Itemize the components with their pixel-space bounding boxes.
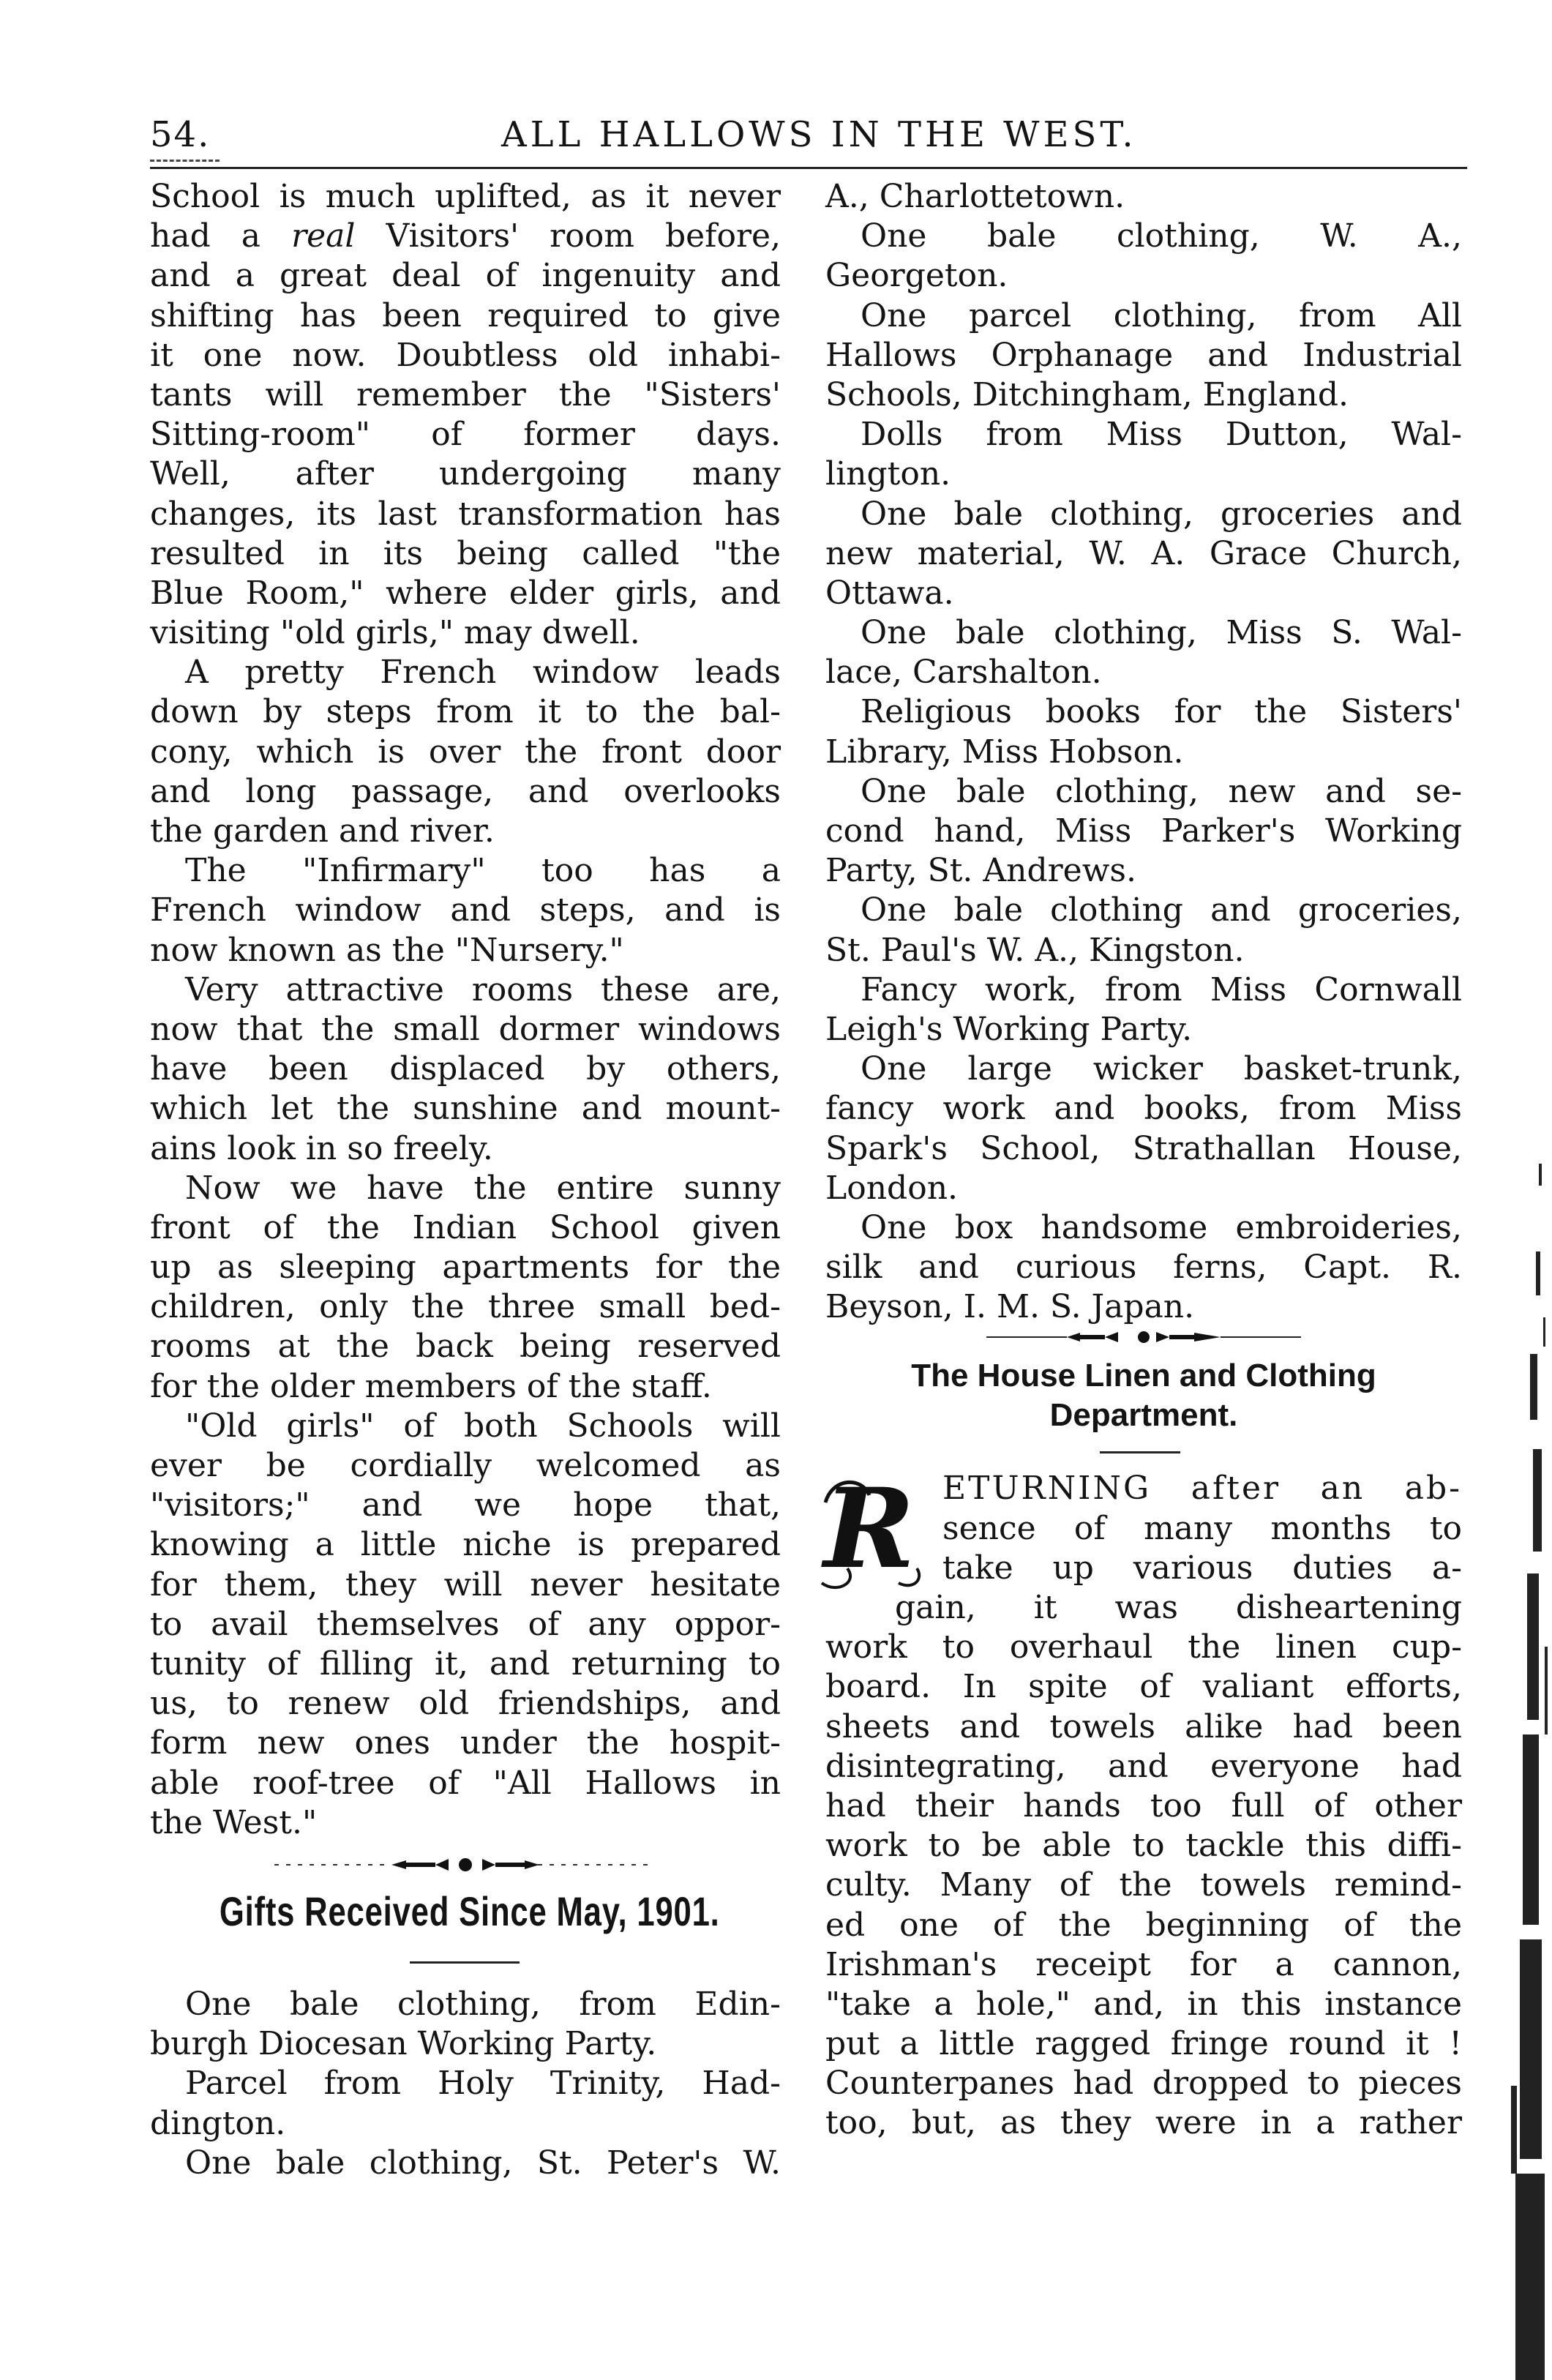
- text-line: put a little ragged fringe round it !: [825, 2025, 1462, 2063]
- gift-entry: [825, 1208, 1462, 1328]
- text-line: Very attractive rooms these are,: [185, 970, 781, 1008]
- header-rule: [150, 167, 1467, 169]
- text-line: Georgeton.: [825, 257, 1008, 295]
- running-title: ALL HALLOWS IN THE WEST.: [501, 114, 1137, 155]
- text-line: and a great deal of ingenuity and: [150, 257, 781, 295]
- gifts-heading: Gifts Received Since May, 1901.: [219, 1888, 720, 1935]
- right-column: [825, 177, 1462, 2144]
- linen-paragraph: [825, 1469, 1462, 2143]
- text-line: A., Charlottetown.: [825, 178, 1125, 215]
- drop-cap-letter: R: [823, 1473, 915, 1591]
- text-fragment: Visitors' room before,: [355, 217, 781, 255]
- gift-entry: [825, 495, 1462, 614]
- ornament-rule-icon: [150, 1843, 781, 1882]
- short-rule: [825, 1435, 1462, 1469]
- paragraph: [150, 851, 781, 970]
- gift-entry: [825, 970, 1462, 1049]
- text-line: The "Infirmary" too has a: [185, 852, 781, 890]
- gift-entry: [825, 772, 1462, 891]
- text-line: sence of many months to: [942, 1509, 1462, 1547]
- text-line: front of the Indian School given: [150, 1208, 781, 1246]
- text-line: knowing a little niche is prepared: [150, 1526, 781, 1564]
- text-line: French window and steps, and is: [150, 891, 781, 929]
- text-line: changes, its last transformation has: [150, 495, 781, 533]
- text-line: lace, Carshalton.: [825, 654, 1102, 692]
- text-line: burgh Diocesan Working Party.: [150, 2025, 657, 2063]
- text-line: Irishman's receipt for a cannon,: [825, 1945, 1462, 1983]
- running-header: [150, 110, 1467, 168]
- text-line: Counterpanes had dropped to pieces: [825, 2065, 1462, 2103]
- text-line: School is much uplifted, as it never: [150, 178, 781, 215]
- text-line: ever be cordially welcomed as: [150, 1447, 781, 1484]
- text-line: ains look in so freely.: [150, 1129, 493, 1167]
- text-line: now that the small dormer windows: [150, 1010, 781, 1048]
- text-line: dington.: [150, 2104, 286, 2142]
- gift-entry: [825, 296, 1462, 416]
- paragraph: [150, 970, 781, 1169]
- text-line: A pretty French window leads: [185, 654, 781, 692]
- text-line: for them, they will never hesitate: [150, 1565, 781, 1603]
- text-line: the West.": [150, 1803, 318, 1841]
- gift-entry: [825, 692, 1462, 771]
- text-line: shifting has been required to give: [150, 296, 781, 334]
- text-line: Blue Room," where elder girls, and: [150, 574, 781, 612]
- text-line: the garden and river.: [150, 812, 495, 850]
- text-line: Religious books for the Sisters': [861, 693, 1462, 731]
- text-line: One bale clothing, St. Peter's W.: [185, 2144, 781, 2182]
- text-line: up as sleeping apartments for the: [150, 1249, 781, 1287]
- text-line: work to be able to tackle this diffi-: [825, 1827, 1462, 1865]
- text-line: Ottawa.: [825, 574, 954, 612]
- text-line: us, to renew old friendships, and: [150, 1685, 781, 1723]
- text-fragment: had a: [150, 217, 292, 255]
- text-line: cony, which is over the front door: [150, 733, 781, 771]
- text-line: One bale clothing, Miss S. Wal-: [861, 614, 1462, 652]
- text-line: [150, 217, 781, 256]
- section-ornament: [825, 1327, 1462, 1349]
- text-line: to avail themselves of any oppor-: [150, 1605, 781, 1643]
- text-line: gain, it was disheartening: [895, 1589, 1462, 1626]
- text-line: Now we have the entire sunny: [185, 1169, 781, 1207]
- text-line: "take a hole," and, in this instance: [825, 1985, 1462, 2023]
- text-line: London.: [825, 1169, 959, 1207]
- text-line: which let the sunshine and mount-: [150, 1090, 781, 1128]
- text-line: Dolls from Miss Dutton, Wal-: [861, 416, 1462, 454]
- page-edge-speckle: [1501, 1134, 1552, 2380]
- gift-entry: [825, 177, 1462, 217]
- text-line: fancy work and books, from Miss: [825, 1090, 1462, 1128]
- gift-entry: [825, 613, 1462, 692]
- text-line: able roof-tree of "All Hallows in: [150, 1764, 781, 1802]
- text-line: visiting "old girls," may dwell.: [150, 614, 640, 652]
- section-ornament: [150, 1843, 781, 1882]
- text-line: new material, W. A. Grace Church,: [825, 534, 1462, 572]
- section-heading: The House Linen and Clothing: [911, 1358, 1376, 1394]
- text-line: One large wicker basket-trunk,: [861, 1050, 1462, 1088]
- gift-entry: [150, 2064, 781, 2143]
- text-line: resulted in its being called "the: [150, 534, 781, 572]
- text-line: work to overhaul the linen cup-: [825, 1628, 1462, 1666]
- text-line: Fancy work, from Miss Cornwall: [861, 970, 1462, 1008]
- text-line: One bale clothing, from Edin-: [185, 1986, 781, 2024]
- gift-entry: [825, 891, 1462, 970]
- text-line: silk and curious ferns, Capt. R.: [825, 1249, 1462, 1287]
- text-line: ed one of the beginning of the: [825, 1906, 1462, 1944]
- italic-word: real: [291, 217, 356, 255]
- text-line: One parcel clothing, from All: [861, 296, 1462, 334]
- header-dash-rule: [150, 160, 220, 162]
- paragraph: [150, 1169, 781, 1407]
- text-line: One bale clothing, groceries and: [861, 495, 1462, 533]
- text-line: "Old girls" of both Schools will: [185, 1407, 781, 1445]
- text-line: for the older members of the staff.: [150, 1367, 712, 1405]
- text-line: Leigh's Working Party.: [825, 1010, 1193, 1048]
- text-line: culty. Many of the towels remind-: [825, 1866, 1462, 1904]
- text-line: tunity of filling it, and returning to: [150, 1644, 781, 1683]
- section-heading: Department.: [1049, 1397, 1238, 1434]
- drop-cap-r-icon: [818, 1473, 928, 1590]
- text-line: down by steps from it to the bal-: [150, 693, 781, 731]
- text-line: ETURNING after an ab-: [942, 1470, 1462, 1508]
- text-line: One bale clothing and groceries,: [861, 891, 1462, 929]
- text-line: have been displaced by others,: [150, 1050, 781, 1088]
- text-line: it one now. Doubtless old inhabi-: [150, 336, 781, 374]
- paragraph: [150, 1407, 781, 1843]
- text-line: Spark's School, Strathallan House,: [825, 1129, 1462, 1167]
- text-line: Sitting-room" of former days.: [150, 416, 781, 454]
- gift-entry: [825, 217, 1462, 296]
- text-line: Library, Miss Hobson.: [825, 733, 1184, 771]
- text-line: cond hand, Miss Parker's Working: [825, 812, 1462, 850]
- text-line: One bale clothing, W. A.,: [861, 217, 1462, 255]
- short-rule: [150, 1941, 781, 1985]
- text-line: sheets and towels alike had been: [825, 1707, 1462, 1745]
- text-line: Beyson, I. M. S. Japan.: [825, 1288, 1195, 1326]
- text-line: children, only the three small bed-: [150, 1288, 781, 1326]
- text-line: and long passage, and overlooks: [150, 772, 781, 810]
- text-line: too, but, as they were in a rather: [825, 2104, 1462, 2142]
- text-line: St. Paul's W. A., Kingston.: [825, 931, 1245, 969]
- text-line: "visitors;" and we hope that,: [150, 1486, 781, 1524]
- text-line: Hallows Orphanage and Industrial: [825, 336, 1462, 374]
- text-line: board. In spite of valiant efforts,: [825, 1668, 1462, 1706]
- text-line: take up various duties a-: [942, 1549, 1462, 1587]
- text-line: Parcel from Holy Trinity, Had-: [185, 2065, 781, 2103]
- gift-entry: [825, 1049, 1462, 1208]
- text-line: tants will remember the "Sisters': [150, 375, 781, 413]
- text-line: disintegrating, and everyone had: [825, 1747, 1462, 1785]
- gift-entry: [150, 1985, 781, 2064]
- paragraph: [150, 177, 781, 653]
- text-line: now known as the "Nursery.": [150, 931, 624, 969]
- text-line: One box handsome embroideries,: [861, 1208, 1462, 1246]
- text-line: rooms at the back being reserved: [150, 1328, 781, 1366]
- left-column: [150, 177, 781, 2183]
- text-line: had their hands too full of other: [825, 1786, 1462, 1825]
- text-line: form new ones under the hospit-: [150, 1724, 781, 1762]
- text-line: lington.: [825, 455, 951, 493]
- ornament-rule-icon: [825, 1327, 1462, 1349]
- page-number: 54.: [150, 114, 211, 155]
- gift-entry: [150, 2144, 781, 2183]
- text-line: Schools, Ditchingham, England.: [825, 375, 1349, 413]
- text-line: Well, after undergoing many: [150, 455, 781, 493]
- gift-entry: [825, 415, 1462, 494]
- text-line: Party, St. Andrews.: [825, 852, 1136, 890]
- text-line: One bale clothing, new and se-: [861, 772, 1462, 810]
- paragraph: [150, 653, 781, 851]
